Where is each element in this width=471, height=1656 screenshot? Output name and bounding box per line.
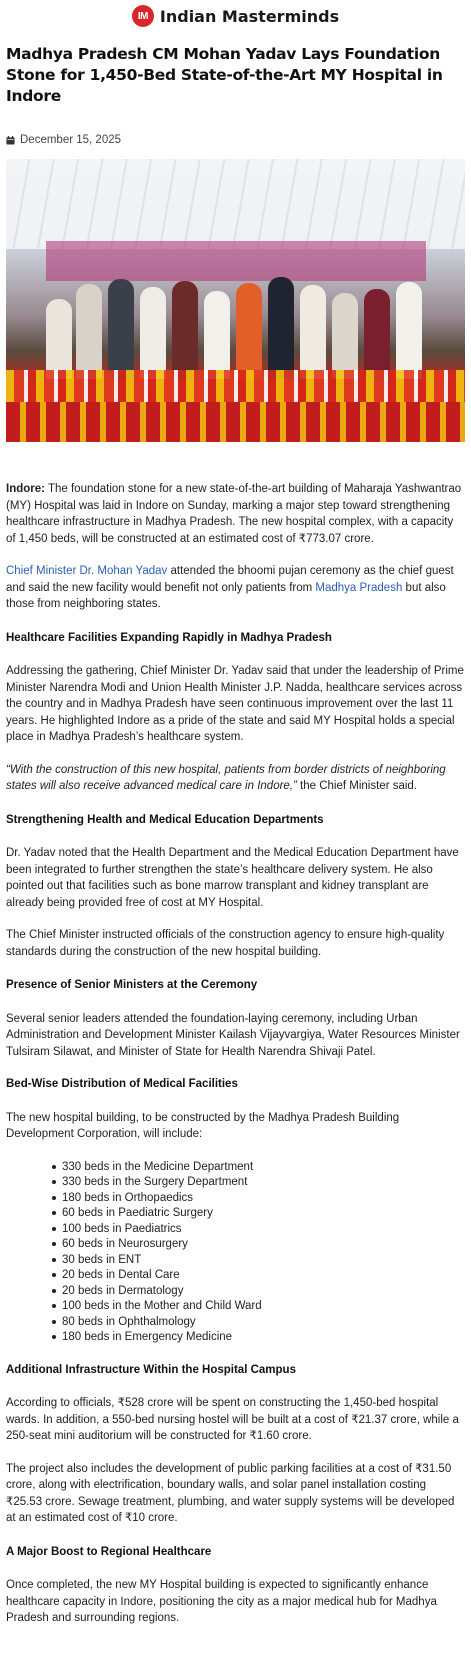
section-heading: Additional Infrastructure Within the Hospital Campus <box>6 1363 296 1376</box>
article-body <box>6 481 465 1627</box>
paragraph: Dr. Yadav noted that the Health Department and the Medical Education Department have been integrated to further strengthen the state’s healthcare delivery system. He also pointed out that facilities such as bone marrow transplant and kidney transplant are already being provided free of cost at MY Hospital. <box>6 847 459 909</box>
quote-paragraph: “With the construction of this new hospital, patients from border districts of neighboring states will also receive advanced medical care in Indore,” the Chief Minister said. <box>6 763 446 792</box>
paragraph: According to officials, ₹528 crore will be spent on constructing the 1,450-bed hospital wards. In addition, a 550-bed nursing hostel will be built at a cost of ₹21.37 crore, while a 250-seat mini auditorium will be constructed for ₹1.60 crore. <box>6 1397 459 1442</box>
paragraph: The Chief Minister instructed officials of the construction agency to ensure high-quality standards during the construction of the new hospital building. <box>6 929 445 958</box>
link-madhya-pradesh[interactable]: Madhya Pradesh <box>315 581 403 594</box>
list-item: 60 beds in Paediatric Surgery <box>6 1205 465 1221</box>
section-heading: Strengthening Health and Medical Education Departments <box>6 813 324 826</box>
brand-logo[interactable]: IM <box>132 5 154 27</box>
section-heading: Healthcare Facilities Expanding Rapidly in Madhya Pradesh <box>6 631 332 644</box>
beds-list <box>6 1159 465 1345</box>
brand-name[interactable]: Indian Masterminds <box>159 6 340 26</box>
section-heading: Presence of Senior Ministers at the Ceremony <box>6 979 258 991</box>
paragraph: Addressing the gathering, Chief Minister Dr. Yadav said that under the leadership of Prime Minister Narendra Modi and Union Health Minister J.P. Nadda, healthcare services across the country and in Madhya Pradesh have seen continuous improvement over the last 11 years. He highlighted Indore as a pride of the state and said MY Hospital holds a special place in Madhya Pradesh’s healthcare system. <box>6 665 464 743</box>
list-item: 180 beds in Emergency Medicine <box>6 1329 465 1345</box>
list-item: 60 beds in Neurosurgery <box>6 1236 465 1252</box>
list-item: 30 beds in ENT <box>6 1252 465 1268</box>
list-item: 100 beds in the Mother and Child Ward <box>6 1298 465 1314</box>
list-item: 80 beds in Ophthalmology <box>6 1314 465 1330</box>
quote: “With the construction of this new hospital, patients from border districts of neighboring states will also receive advanced medical care in Indore,” <box>6 763 446 792</box>
list-item: 20 beds in Dental Care <box>6 1267 465 1283</box>
paragraph: Several senior leaders attended the foundation-laying ceremony, including Urban Administration and Development Minister Kailash Vijayvargiya, Water Resources Minister Tulsiram Silawat, and Minister of State for Health Narendra Shivaji Patel. <box>6 1012 460 1058</box>
section-heading: A Major Boost to Regional Healthcare <box>6 1545 212 1558</box>
date-text: December 15, 2025 <box>20 134 122 146</box>
list-item: 330 beds in the Medicine Department <box>6 1159 465 1175</box>
list-item: 20 beds in Dermatology <box>6 1283 465 1299</box>
dateline: Indore: <box>6 483 45 495</box>
article-date <box>6 134 465 146</box>
paragraph: Once completed, the new MY Hospital building is expected to significantly enhance healthcare capacity in Indore, positioning the city as a major medical hub for Madhya Pradesh and surrounding regions. <box>6 1579 437 1624</box>
intro-paragraph: Indore: The foundation stone for a new state-of-the-art building of Maharaja Yashwantrao (MY) Hospital was laid in Indore on Sunday, marking a major step toward strengthening healthcare infrastructure in Madhya Pradesh. The new hospital complex, with a capacity of 1,450 beds, will be constructed at an estimated cost of ₹773.07 crore. <box>6 483 462 545</box>
list-item: 330 beds in the Surgery Department <box>6 1174 465 1190</box>
site-header <box>0 0 471 32</box>
ceremony-people <box>36 259 436 379</box>
article <box>0 44 471 1627</box>
calendar-icon <box>6 136 15 145</box>
paragraph: The project also includes the development of public parking facilities at a cost of ₹31.50 crore, along with electrification, boundary walls, and solar panel installation costing ₹25.53 crore. Sewage treatment, plumbing, and water supply systems will be developed at an estimated cost of ₹10 crore. <box>6 1462 455 1524</box>
link-chief-minister[interactable]: Chief Minister Dr. Mohan Yadav <box>6 565 168 577</box>
article-title: Madhya Pradesh CM Mohan Yadav Lays Foundation Stone for 1,450-Bed State-of-the-Art MY Hospital in Indore <box>6 45 443 105</box>
paragraph: The new hospital building, to be constructed by the Madhya Pradesh Building Development Corporation, will include: <box>6 1111 400 1140</box>
hero-image <box>6 159 465 442</box>
list-item: 180 beds in Orthopaedics <box>6 1190 465 1206</box>
list-item: 100 beds in Paediatrics <box>6 1221 465 1237</box>
section-heading: Bed-Wise Distribution of Medical Facilities <box>6 1078 238 1090</box>
paragraph-cm: Chief Minister Dr. Mohan Yadav attended the bhoomi pujan ceremony as the chief guest and said the new facility would benefit not only patients from Madhya Pradesh but also those from neighboring states. <box>6 565 454 610</box>
